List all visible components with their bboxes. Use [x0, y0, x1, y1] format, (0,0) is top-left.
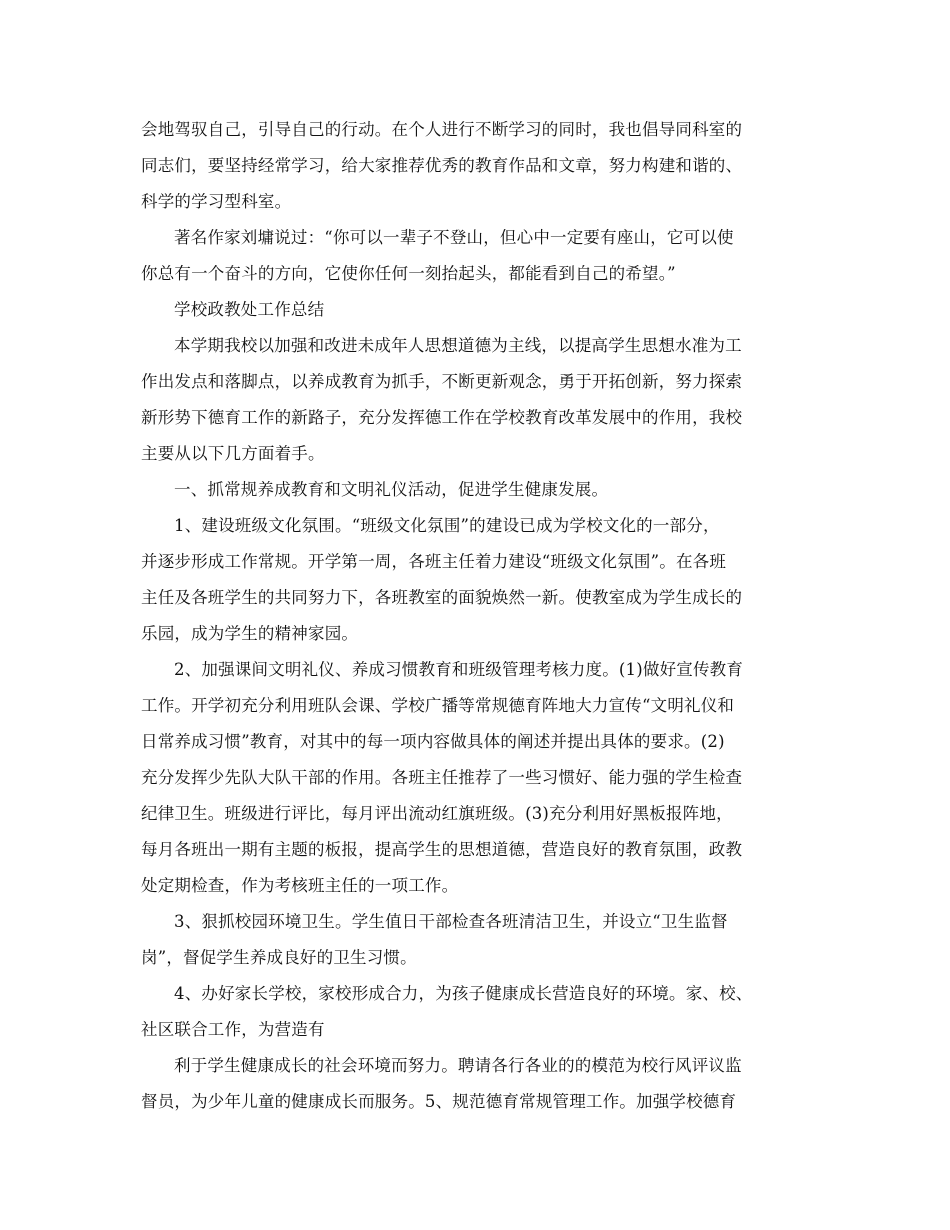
- text-line: 主要从以下几方面着手。: [141, 444, 325, 463]
- text-line: 督员，为少年儿童的健康成长而服务。5、规范德育常规管理工作。加强学校德育: [141, 1092, 737, 1111]
- text-line: 充分发挥少先队大队干部的作用。各班主任推荐了一些习惯好、能力强的学生检查: [141, 768, 743, 787]
- text-line: 4、办好家长学校，家校形成合力，为孩子健康成长营造良好的环境。家、校、: [174, 984, 753, 1003]
- document-body: [141, 112, 817, 1120]
- text-line: 利于学生健康成长的社会环境而努力。聘请各行各业的的模范为校行风评议监: [174, 1056, 742, 1075]
- text-line: 2、加强课间文明礼仪、养成习惯教育和班级管理考核力度。(1)做好宣传教育: [174, 660, 744, 679]
- text-line: 处定期检查，作为考核班主任的一项工作。: [141, 876, 459, 895]
- text-line: 工作。开学初充分利用班队会课、学校广播等常规德育阵地大力宣传“文明礼仪和: [141, 696, 735, 715]
- text-line: 学校政教处工作总结: [174, 300, 325, 319]
- text-line: 每月各班出一期有主题的板报，提高学生的思想道德，营造良好的教育氛围，政教: [141, 840, 743, 859]
- text-line: 新形势下德育工作的新路子，充分发挥德工作在学校教育改革发展中的作用，我校: [141, 408, 743, 427]
- text-line: 3、狠抓校园环境卫生。学生值日干部检查各班清洁卫生，并设立“卫生监督: [174, 912, 728, 931]
- text-line: 乐园，成为学生的精神家园。: [141, 624, 359, 643]
- text-line: 主任及各班学生的共同努力下，各班教室的面貌焕然一新。使教室成为学生成长的: [141, 588, 743, 607]
- text-line: 岗”，督促学生养成良好的卫生习惯。: [141, 948, 417, 967]
- text-line: 作出发点和落脚点，以养成教育为抓手，不断更新观念，勇于开拓创新，努力探索: [141, 372, 743, 391]
- text-line: 日常养成习惯”教育，对其中的每一项内容做具体的阐述并提出具体的要求。(2): [141, 732, 725, 751]
- text-line: 你总有一个奋斗的方向，它使你任何一刻抬起头，都能看到自己的希望。”: [141, 264, 676, 283]
- text-line: 同志们，要坚持经常学习，给大家推荐优秀的教育作品和文章，努力构建和谐的、: [141, 156, 743, 175]
- text-line: 著名作家刘墉说过：“你可以一辈子不登山，但心中一定要有座山，它可以使: [174, 228, 734, 247]
- text-line: 科学的学习型科室。: [141, 192, 292, 211]
- text-line: 会地驾驭自己，引导自己的行动。在个人进行不断学习的同时，我也倡导同科室的: [141, 120, 743, 139]
- text-line: 纪律卫生。班级进行评比，每月评出流动红旗班级。(3)充分利用好黑板报阵地，: [141, 804, 733, 823]
- text-line: 本学期我校以加强和改进未成年人思想道德为主线，以提高学生思想水准为工: [174, 336, 742, 355]
- text-line: 并逐步形成工作常规。开学第一周，各班主任着力建设“班级文化氛围”。在各班: [141, 552, 727, 571]
- text-line: 1、建设班级文化氛围。“班级文化氛围”的建设已成为学校文化的一部分，: [174, 516, 720, 535]
- text-line: 社区联合工作，为营造有: [141, 1020, 325, 1039]
- text-line: 一、抓常规养成教育和文明礼仪活动，促进学生健康发展。: [174, 480, 609, 499]
